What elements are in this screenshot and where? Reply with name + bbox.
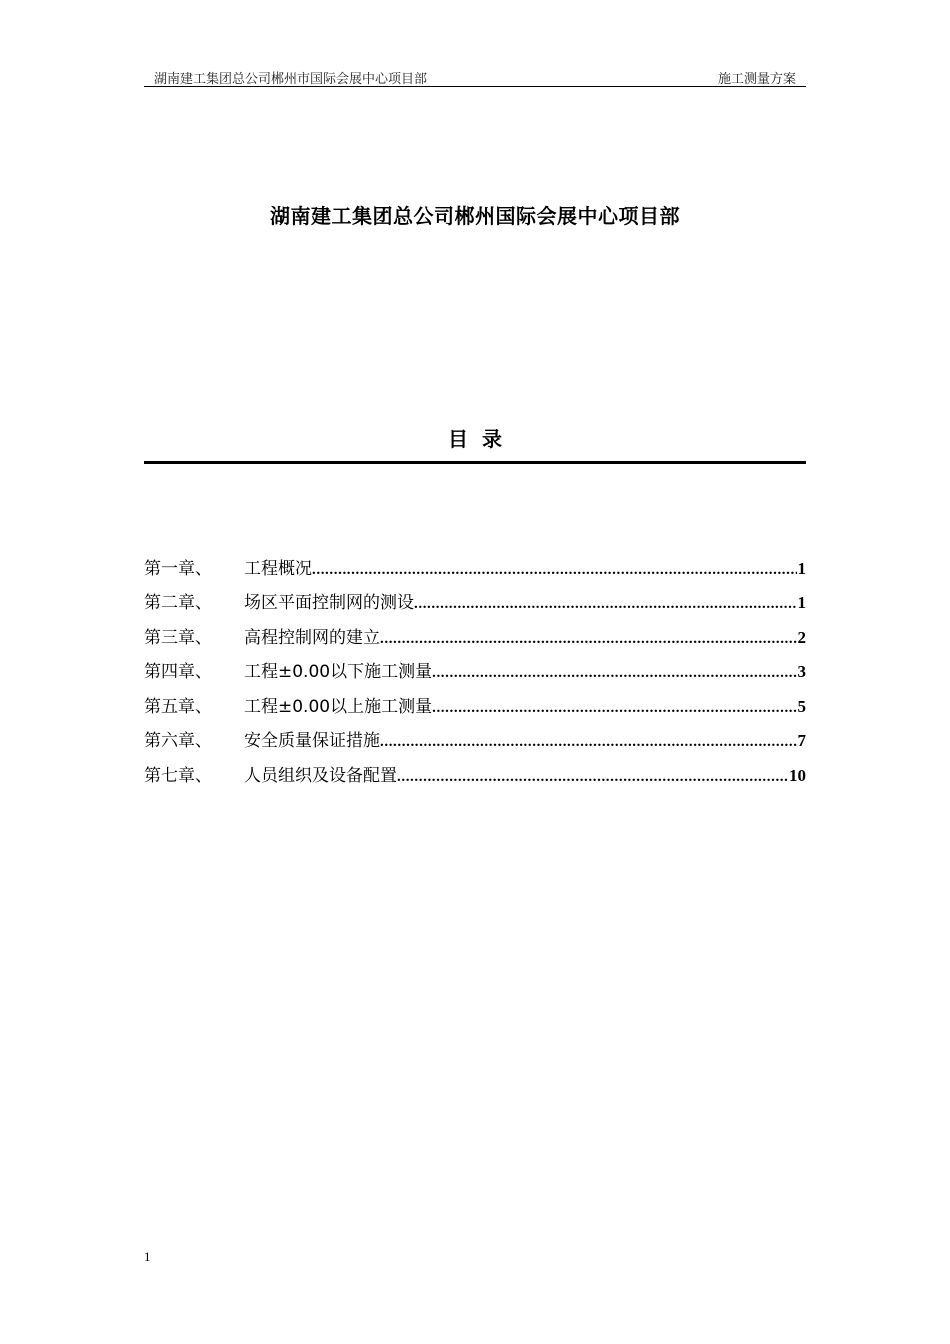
toc-page-number: 7 <box>797 731 806 751</box>
toc-chapter-label: 第七章、 <box>144 765 212 786</box>
toc-entry-title: 场区平面控制网的测设 <box>244 593 414 614</box>
toc-page-number: 2 <box>797 627 806 647</box>
project-title: 湖南建工集团总公司郴州国际会展中心项目部 <box>270 204 680 228</box>
toc-chapter-label: 第三章、 <box>144 627 212 648</box>
toc-chapter-label: 第五章、 <box>144 696 212 717</box>
toc-chapter-label: 第二章、 <box>144 593 212 614</box>
toc-page-number: 10 <box>789 765 806 785</box>
header-organization: 湖南建工集团总公司郴州市国际会展中心项目部 <box>154 72 428 87</box>
footer-page-number: 1 <box>144 1249 151 1264</box>
toc-entry-title: 人员组织及设备配置 <box>244 765 397 786</box>
toc-entry[interactable] <box>144 756 806 791</box>
toc-entry[interactable] <box>144 584 806 619</box>
toc-entry-title: 工程±0.00以下施工测量 <box>244 662 433 683</box>
toc-entry[interactable] <box>144 549 806 584</box>
toc-entry-title: 高程控制网的建立 <box>244 627 380 648</box>
header-document-type: 施工测量方案 <box>717 72 796 87</box>
toc-page-number: 3 <box>797 662 806 682</box>
toc-chapter-label: 第四章、 <box>144 662 212 683</box>
toc-page-number: 1 <box>797 558 806 578</box>
toc-entry[interactable] <box>144 618 806 653</box>
toc-leader-dots <box>432 665 796 682</box>
toc-leader-dots <box>432 700 796 717</box>
toc-page-number: 5 <box>797 696 806 716</box>
toc-leader-dots <box>414 596 797 613</box>
toc-divider <box>144 461 806 464</box>
toc-entry-title: 工程±0.00以上施工测量 <box>244 696 433 717</box>
toc-chapter-label: 第一章、 <box>144 558 212 579</box>
toc-leader-dots <box>397 769 788 786</box>
toc-leader-dots <box>380 631 797 648</box>
toc-entry[interactable] <box>144 687 806 722</box>
toc-entry[interactable] <box>144 653 806 688</box>
toc-chapter-label: 第六章、 <box>144 731 212 752</box>
page-header <box>144 64 806 87</box>
toc-entry[interactable] <box>144 722 806 757</box>
toc-entry-title: 工程概况 <box>244 558 312 579</box>
toc-leader-dots <box>312 562 797 579</box>
toc-entry-title: 安全质量保证措施 <box>244 731 380 752</box>
toc-page-number: 1 <box>797 593 806 613</box>
toc-leader-dots <box>380 734 797 751</box>
toc-heading: 目录 <box>448 427 516 451</box>
table-of-contents <box>144 549 806 791</box>
